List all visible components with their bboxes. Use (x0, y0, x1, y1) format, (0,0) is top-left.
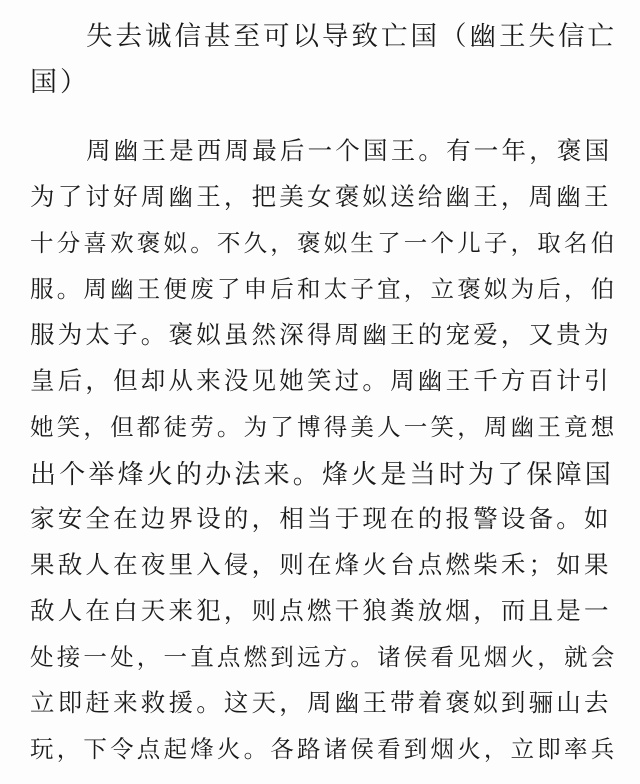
body-line-10: 果敌人在夜里入侵，则在烽火台点燃柴禾；如果 (30, 550, 612, 579)
body-line-12: 处接一处，一直点燃到远方。诸侯看见烟火，就会 (30, 643, 618, 671)
body-line-6: 皇后，但却从来没见她笑过。周幽王千方百计引 (30, 366, 612, 395)
body-line-14: 玩，下令点起烽火。各路诸侯看到烟火，立即率兵 (30, 735, 618, 763)
body-line-4: 服。周幽王便废了申后和太子宜，立褒姒为后，伯 (30, 275, 618, 303)
body-line-5: 服为太子。褒姒虽然深得周幽王的宠爱，又贵为 (30, 320, 612, 349)
title-line-1: 失去诚信甚至可以导致亡国（幽王失信亡 (86, 21, 617, 52)
body-line-7: 她笑，但都徒劳。为了博得美人一笑，周幽王竟想 (30, 413, 618, 441)
body-line-3: 十分喜欢褒姒。不久，褒姒生了一个儿子，取名伯 (30, 229, 618, 257)
body-line-13: 立即赶来救援。这天，周幽王带着褒姒到骊山去 (30, 688, 612, 717)
title-line-2: 国） (30, 67, 90, 98)
body-line-2: 为了讨好周幽王，把美女褒姒送给幽王，周幽王 (30, 182, 612, 211)
body-line-11: 敌人在白天来犯，则点燃干狼粪放烟，而且是一 (30, 596, 612, 625)
body-line-8: 出个举烽火的办法来。烽火是当时为了保障国 (30, 460, 615, 490)
body-line-9: 家安全在边界设的，相当于现在的报警设备。如 (30, 504, 612, 533)
body-line-1: 周幽王是西周最后一个国王。有一年，褒国 (86, 136, 613, 165)
